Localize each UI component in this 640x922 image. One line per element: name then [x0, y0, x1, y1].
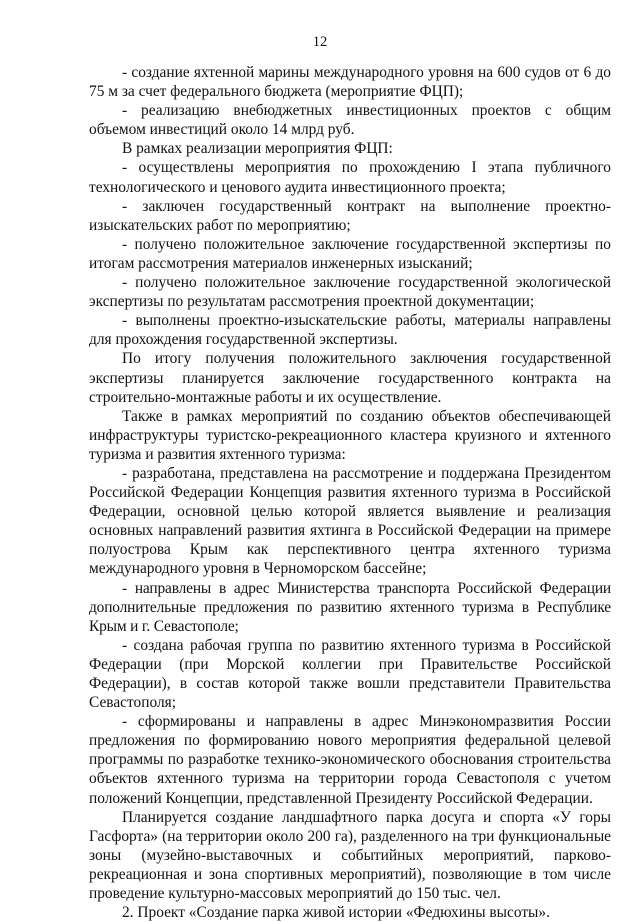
paragraph: - разработана, представлена на рассмотрение и поддержана Президентом Российской Федерации Концепция развития яхтенного туризма в Российской Федерации, основной целью которой является выявление и реализация основных направлений развития яхтинга в Российской Федерации на примере полуострова Крым как перспективного центра яхтенного туризма международного уровня в Черноморском бассейне; [89, 464, 611, 578]
paragraph: - осуществлены мероприятия по прохождению I этапа публичного технологического и ценового аудита инвестиционного проекта; [89, 159, 611, 196]
paragraph: 2. Проект «Создание парка живой истории «Федюхины высоты». [122, 904, 550, 922]
page-number: 12 [312, 34, 328, 50]
paragraph: - реализацию внебюджетных инвестиционных проектов с общим объемом инвестиций около 14 млрд руб. [89, 102, 611, 139]
paragraph: - направлены в адрес Министерства транспорта Российской Федерации дополнительные предложения по развитию яхтенного туризма в Республике Крым и г. Севастополе; [89, 579, 611, 635]
paragraph: - создание яхтенной марины международного уровня на 600 судов от 6 до 75 м за счет федерального бюджета (мероприятие ФЦП); [89, 64, 611, 101]
paragraph: Планируется создание ландшафтного парка досуга и спорта «У горы Гасфорта» (на территории около 200 га), разделенного на три функциональные зоны (музейно-выставочных и событийных мероприятий, парково-рекреационная и зона спортивных мероприятий), позволяющие в том числе проведение культурно-массовых мероприятий до 150 тыс. чел. [89, 808, 611, 903]
paragraph: Также в рамках мероприятий по созданию объектов обеспечивающей инфраструктуры туристско-рекреационного кластера круизного и яхтенного туризма и развития яхтенного туризма: [89, 407, 611, 463]
paragraph: - создана рабочая группа по развитию яхтенного туризма в Российской Федерации (при Морской коллегии при Правительстве Российской Федерации), в состав которой также вошли представители Правительства Севастополя; [89, 636, 611, 712]
paragraph: - получено положительное заключение государственной экологической экспертизы по результатам рассмотрения проектной документации; [89, 274, 611, 311]
paragraph: - получено положительное заключение государственной экспертизы по итогам рассмотрения материалов инженерных изысканий; [89, 235, 611, 272]
paragraph: В рамках реализации мероприятия ФЦП: [122, 140, 393, 158]
document-body [89, 63, 611, 922]
paragraph: - выполнены проектно-изыскательские работы, материалы направлены для прохождения государственной экспертизы. [89, 312, 611, 349]
paragraph: - заключен государственный контракт на выполнение проектно-изыскательских работ по мероприятию; [89, 197, 611, 234]
paragraph: По итогу получения положительного заключения государственной экспертизы планируется заключение государственного контракта на строительно-монтажные работы и их осуществление. [89, 350, 611, 406]
paragraph: - сформированы и направлены в адрес Минэкономразвития России предложения по формированию нового мероприятия федеральной целевой программы по разработке технико-экономического обоснования строительства объектов яхтенного туризма на территории города Севастополя с учетом положений Концепции, представленной Президенту Российской Федерации. [89, 713, 611, 807]
